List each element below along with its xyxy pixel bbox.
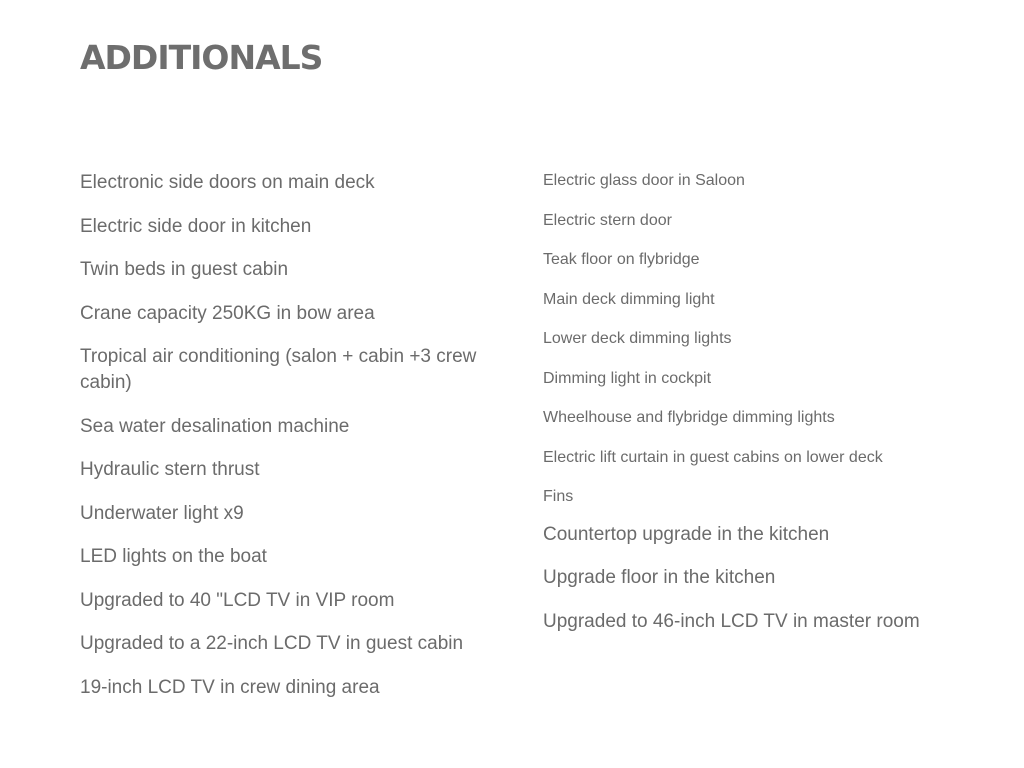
left-list [80,170,500,718]
list-item: Wheelhouse and flybridge dimming lights [543,409,835,426]
list-item: Underwater light x9 [80,502,244,524]
list-item: Electric lift curtain in guest cabins on lower deck [543,448,883,466]
list-item: Hydraulic stern thrust [80,459,260,480]
list-item: Electric stern door [543,211,672,229]
list-item: LED lights on the boat [80,546,267,567]
list-item: Dimming light in cockpit [543,369,712,387]
list-item: Upgraded to 40 "LCD TV in VIP room [80,589,395,611]
list-item: Upgraded to a 22-inch LCD TV in guest cabin [80,633,464,654]
list-item: Lower deck dimming lights [543,330,732,347]
list-item: Electric glass door in Saloon [543,172,745,189]
list-item: Crane capacity 250KG in bow area [80,302,375,324]
right-list [543,170,993,652]
page-title: ADDITIONALS [80,38,323,77]
list-item: Sea water desalination machine [80,415,350,437]
list-item: Teak floor on flybridge [543,251,700,268]
list-item: Upgrade floor in the kitchen [543,567,776,588]
list-item: Countertop upgrade in the kitchen [543,523,830,545]
list-item: Main deck dimming light [543,290,715,308]
list-item: Tropical air conditioning (salon + cabin +3 crew cabin) [80,346,477,393]
list-item: Electric side door in kitchen [80,215,312,237]
list-item: Twin beds in guest cabin [80,259,289,280]
list-item: 19-inch LCD TV in crew dining area [80,676,380,698]
list-item: Electronic side doors on main deck [80,172,375,193]
list-item: Upgraded to 46-inch LCD TV in master room [543,610,920,632]
list-item: Fins [543,488,574,505]
